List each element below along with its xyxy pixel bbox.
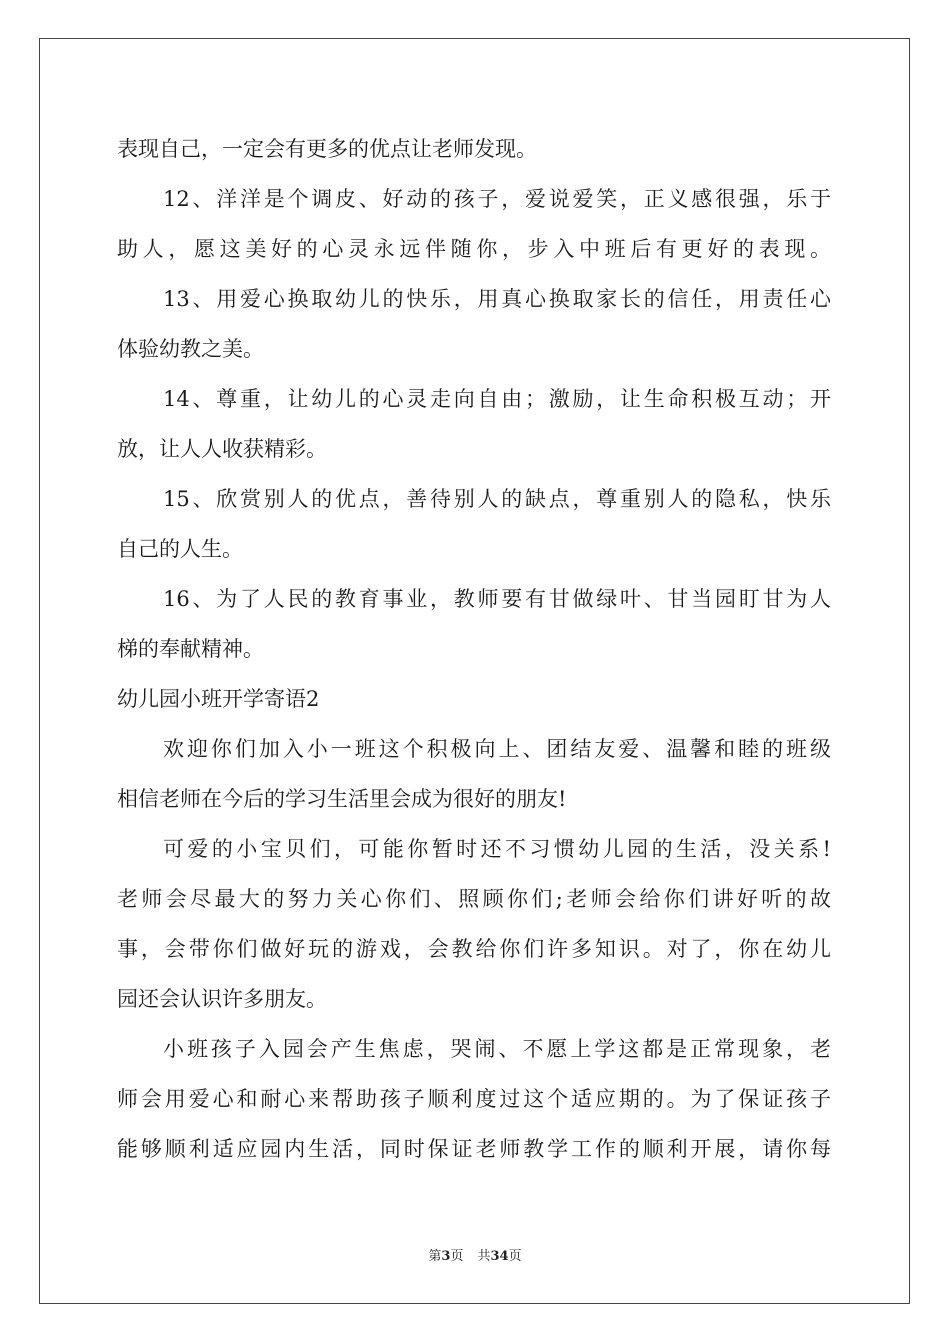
- text-line: 欢迎你们加入小一班这个积极向上、团结友爱、温馨和睦的班级: [163, 737, 831, 761]
- text-line: 小班孩子入园会产生焦虑，哭闹、不愿上学这都是正常现象，老: [163, 1037, 831, 1061]
- text-line: 能够顺利适应园内生活，同时保证老师教学工作的顺利开展，请你每: [117, 1137, 831, 1161]
- text-line: 相信老师在今后的学习生活里会成为很好的朋友!: [117, 787, 567, 811]
- total-suffix: 页: [508, 1249, 522, 1264]
- text-line: 12、洋洋是个调皮、好动的孩子，爱说爱笑，正义感很强，乐于: [163, 187, 831, 211]
- text-line: 可爱的小宝贝们，可能你暂时还不习惯幼儿园的生活，没关系!: [163, 837, 831, 861]
- text-line: 老师会尽最大的努力关心你们、照顾你们;老师会给你们讲好听的故: [117, 887, 831, 911]
- page-total: 34: [490, 1249, 509, 1264]
- text-line: 表现自己，一定会有更多的优点让老师发现。: [117, 137, 537, 161]
- text-line: 自己的人生。: [117, 537, 243, 561]
- text-line: 13、用爱心换取幼儿的快乐，用真心换取家长的信任，用责任心: [163, 287, 831, 311]
- text-line: 15、欣赏别人的优点，善待别人的缺点，尊重别人的隐私，快乐: [163, 487, 831, 511]
- text-line: 16、为了人民的教育事业，教师要有甘做绿叶、甘当园盯甘为人: [163, 587, 831, 611]
- text-line: 助人，愿这美好的心灵永远伴随你，步入中班后有更好的表现。: [117, 237, 831, 261]
- text-line: 放，让人人收获精彩。: [117, 437, 327, 461]
- text-line: 园还会认识许多朋友。: [117, 987, 327, 1011]
- section-heading: 幼儿园小班开学寄语2: [117, 687, 320, 711]
- page-footer: [0, 1245, 950, 1264]
- page-current: 3: [441, 1249, 451, 1264]
- page-prefix: 第: [428, 1249, 442, 1264]
- text-line: 体验幼教之美。: [117, 337, 264, 361]
- text-line: 事，会带你们做好玩的游戏，会教给你们许多知识。对了，你在幼儿: [117, 937, 831, 961]
- total-prefix: 共: [477, 1249, 491, 1264]
- text-line: 梯的奉献精神。: [117, 637, 264, 661]
- text-line: 师会用爱心和耐心来帮助孩子顺利度过这个适应期的。为了保证孩子: [117, 1087, 831, 1111]
- page-suffix: 页: [450, 1249, 464, 1264]
- text-line: 14、尊重，让幼儿的心灵走向自由；激励，让生命积极互动；开: [163, 387, 831, 411]
